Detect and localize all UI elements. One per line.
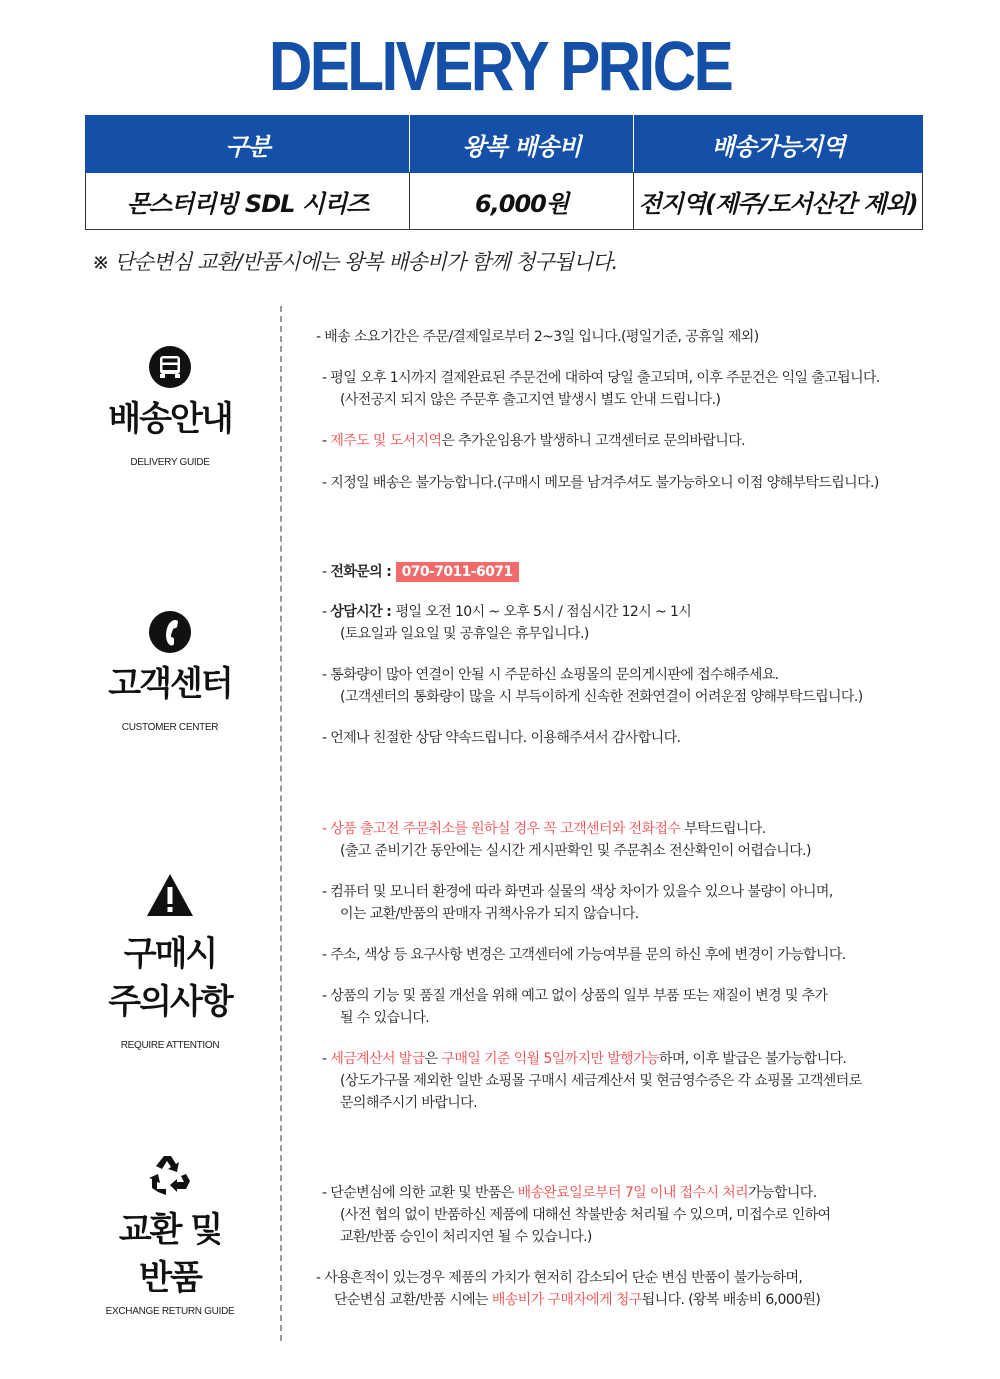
- exchange-item-period: [322, 1182, 956, 1248]
- delivery-guide-title: 배송안내: [108, 399, 232, 439]
- parts-line2: 될 수 있습니다.: [340, 1010, 430, 1026]
- invoice-mid: 은: [424, 1051, 442, 1067]
- table-header-category: 구분: [86, 116, 410, 173]
- attention-subtitle: REQUIRE ATTENTION: [120, 1040, 220, 1051]
- delivery-item-cutoff-line1: - 평일 오후 1시까지 결제완료된 주문건에 대하여 당일 출고되며, 이후 주문건은 익일 출고됩니다.: [322, 370, 880, 386]
- table-cell-region: 전지역(제주/도서산간 제외): [634, 173, 923, 230]
- table-row: [86, 173, 923, 230]
- invoice-text: 하며, 이후 발급은 불가능합니다.: [659, 1051, 847, 1067]
- delivery-guide-subtitle: DELIVERY GUIDE: [130, 457, 210, 468]
- dash: -: [322, 564, 331, 580]
- section-divider: [280, 306, 282, 1341]
- delivery-item-island: [322, 430, 956, 452]
- island-region-highlight: 제주도 및 도서지역: [330, 433, 442, 449]
- table-cell-product: 몬스터리빙 SDL 시리즈: [86, 173, 410, 230]
- attention-title-line1: 구매시: [123, 934, 217, 974]
- cancel-highlight: - 상품 출고전 주문취소를 원하실 경우 꼭 고객센터와 전화접수: [322, 821, 681, 837]
- dash: -: [322, 604, 331, 620]
- parts-line1: - 상품의 기능 및 품질 개선을 위해 예고 없이 상품의 일부 부품 또는 재질이 변경 및 추가: [322, 988, 828, 1004]
- attention-title: [60, 930, 280, 1026]
- exchange-title-line2: 반품: [139, 1258, 201, 1298]
- customer-center-header: [60, 610, 280, 733]
- exchange-line1: [322, 1185, 817, 1201]
- attention-item-change: - 주소, 색상 등 요구사항 변경은 고객센터에 가능여부를 문의 하신 후에 변경이 가능합니다.: [322, 947, 846, 963]
- warning-icon: [145, 872, 195, 918]
- customer-item-thanks: - 언제나 친절한 상담 약속드립니다. 이용해주셔서 감사합니다.: [322, 730, 681, 746]
- invoice-line1: [322, 1051, 846, 1067]
- invoice-deadline-highlight: 구매일 기준 익월 5일까지만 발행가능: [441, 1051, 659, 1067]
- customer-center-title: 고객센터: [108, 664, 232, 704]
- delivery-guide-content: [316, 326, 956, 494]
- table-header-row: [86, 116, 923, 173]
- buyer-charge-highlight: 배송비가 구매자에게 청구: [491, 1292, 642, 1308]
- customer-item-hours: [322, 601, 956, 645]
- busy-line1: - 통화량이 많아 연결이 안될 시 주문하신 쇼핑몰의 문의게시판에 접수해주세요.: [322, 667, 779, 683]
- dash: -: [322, 433, 331, 449]
- dash: -: [322, 1051, 331, 1067]
- page-title: DELIVERY PRICE: [268, 27, 732, 105]
- exchange-rest: 가능합니다.: [748, 1185, 817, 1201]
- phone-number[interactable]: 070-7011-6071: [396, 562, 519, 582]
- delivery-price-table: [85, 115, 923, 230]
- table-header-fee: 왕복 배송비: [410, 116, 634, 173]
- exchange-header: [60, 1150, 280, 1317]
- table-cell-fee: 6,000원: [410, 173, 634, 230]
- hours-label: 상담시간 :: [330, 604, 396, 620]
- exchange-item-used: [316, 1267, 956, 1311]
- invoice-line2: (상도가구몰 제외한 일반 쇼핑몰 구매시 세금계산서 및 현금영수증은 각 쇼핑몰 고객센터로: [340, 1073, 862, 1089]
- customer-center-content: [316, 560, 956, 749]
- color-line2: 이는 교환/반품의 판매자 귀책사유가 되지 않습니다.: [340, 906, 639, 922]
- recycle-icon: [146, 1150, 194, 1198]
- island-region-text: 은 추가운임용가 발생하니 고객센터로 문의바랍니다.: [441, 433, 745, 449]
- attention-item-cancel: [322, 818, 956, 862]
- cancel-line1: [322, 821, 766, 837]
- delivery-guide-header: [60, 345, 280, 468]
- invoice-line3: 문의해주시기 바랍니다.: [340, 1095, 477, 1111]
- color-line1: - 컴퓨터 및 모니터 환경에 따라 화면과 실물의 색상 차이가 있을수 있으나 불량이 아니며,: [322, 884, 833, 900]
- table-header-region: 배송가능지역: [634, 116, 923, 173]
- invoice-highlight: 세금계산서 발급: [330, 1051, 425, 1067]
- attention-item-color: [322, 881, 956, 925]
- attention-content: [316, 818, 956, 1114]
- bus-icon: [148, 345, 192, 389]
- return-fee-notice: ※ 단순변심 교환/반품시에는 왕복 배송비가 함께 청구됩니다.: [92, 250, 618, 274]
- cancel-line2: (출고 준비기간 동안에는 실시간 게시판확인 및 주문취소 전산확인이 어렵습니다.): [340, 843, 811, 859]
- hours-line2: (토요일과 일요일 및 공휴일은 휴무입니다.): [340, 626, 589, 642]
- exchange-line2: (사전 협의 없이 반품하신 제품에 대해선 착불반송 처리될 수 있으며, 미접수로 인하여: [340, 1207, 831, 1223]
- exchange-title-line1: 교환 및: [118, 1210, 222, 1250]
- used-line1: - 사용흔적이 있는경우 제품의 가치가 현저히 감소되어 단순 변심 반품이 불가능하며,: [316, 1270, 803, 1286]
- phone-label: 전화문의 :: [330, 564, 396, 580]
- hours-value: 평일 오전 10시 ~ 오후 5시 / 점심시간 12시 ~ 1시: [395, 604, 692, 620]
- used-pre: 단순변심 교환/반품 시에는: [334, 1292, 492, 1308]
- delivery-item-period: - 배송 소요기간은 주문/결제일로부터 2~3일 입니다.(평일기준, 공휴일 제외): [316, 329, 759, 345]
- used-rest: 됩니다. (왕복 배송비 6,000원): [641, 1292, 821, 1308]
- exchange-subtitle: EXCHANGE RETURN GUIDE: [105, 1306, 235, 1317]
- attention-item-parts: [322, 985, 956, 1029]
- exchange-period-highlight: 배송완료일로부터 7일 이내 접수시 처리: [517, 1185, 749, 1201]
- busy-line2: (고객센터의 통화량이 많을 시 부득이하게 신속한 전화연결이 어려운점 양해부탁드립니다.): [340, 689, 863, 705]
- used-line2: [316, 1289, 956, 1311]
- customer-center-subtitle: CUSTOMER CENTER: [121, 722, 219, 733]
- attention-header: [60, 872, 280, 1051]
- exchange-line3: 교환/반품 승인이 처리지연 될 수 있습니다.): [340, 1229, 592, 1245]
- delivery-item-no-date: - 지정일 배송은 불가능합니다.(구매시 메모를 남겨주셔도 불가능하오니 이점 양해부탁드립니다.): [322, 475, 879, 491]
- customer-item-phone: [322, 560, 956, 584]
- attention-item-invoice: [322, 1048, 956, 1114]
- customer-item-busy: [322, 664, 956, 708]
- delivery-item-cutoff-line2: (사전공지 되지 않은 주문후 출고지연 발생시 별도 안내 드립니다.): [340, 392, 721, 408]
- cancel-text: 부탁드립니다.: [680, 821, 766, 837]
- exchange-content: [316, 1182, 956, 1311]
- hours-line1: [322, 604, 691, 620]
- phone-icon: [148, 610, 192, 654]
- exchange-title: [60, 1206, 280, 1302]
- attention-title-line2: 주의사항: [108, 982, 232, 1022]
- delivery-item-cutoff: [322, 367, 956, 411]
- exchange-pre: - 단순변심에 의한 교환 및 반품은: [322, 1185, 518, 1201]
